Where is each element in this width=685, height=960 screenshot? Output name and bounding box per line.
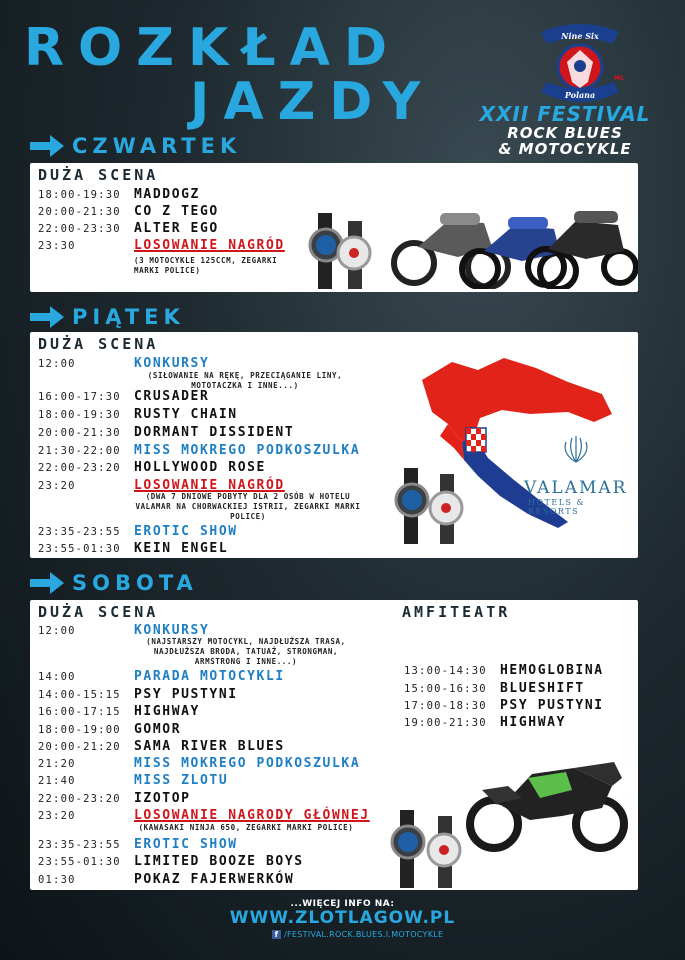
row-name: PARADA MOTOCYKLI [134, 669, 285, 684]
schedule-row [38, 237, 285, 254]
row-time: 21:20 [38, 757, 76, 770]
row-time: 16:00-17:15 [38, 705, 121, 718]
row-time: 20:00-21:20 [38, 740, 121, 753]
panel-friday [30, 332, 638, 558]
row-name: EROTIC SHOW [134, 524, 238, 539]
row-name: SAMA RIVER BLUES [134, 739, 285, 754]
schedule-row [38, 668, 285, 685]
row-name: EROTIC SHOW [134, 837, 238, 852]
row-time: 18:00-19:00 [38, 723, 121, 736]
festival-line-2: ROCK BLUES [507, 124, 623, 142]
amfiteatr-heading: AMFITEATR [402, 603, 511, 621]
panel-thursday [30, 163, 638, 292]
valamar-subtitle: HOTELS & RESORTS [528, 498, 586, 516]
watches-image [308, 213, 374, 289]
row-time: 18:00-19:30 [38, 188, 121, 201]
schedule-row [38, 523, 238, 540]
row-time: 23:35-23:55 [38, 838, 121, 851]
row-name: HOLLYWOOD ROSE [134, 460, 266, 475]
schedule-row [38, 871, 294, 888]
schedule-row [38, 424, 294, 441]
amfiteatr-row [404, 697, 604, 714]
row-time: 14:00 [38, 670, 76, 683]
row-name: ALTER EGO [134, 221, 219, 236]
prize-note: (3 MOTOCYKLE 125CCM, ZEGARKI MARKI POLICE) [134, 256, 278, 275]
row-name: RUSTY CHAIN [134, 407, 238, 422]
title-line-1: ROZKŁAD [24, 18, 402, 78]
row-time: 18:00-19:30 [38, 408, 121, 421]
row-time: 23:35-23:55 [38, 525, 121, 538]
row-name: POKAZ FAJERWERKÓW [134, 872, 295, 887]
arrow-right-icon [30, 135, 64, 157]
schedule-row [38, 355, 209, 372]
row-name: MISS ZLOTU [134, 773, 229, 788]
festival-line-3: & MOTOCYKLE [498, 140, 632, 158]
row-time: 22:00-23:20 [38, 792, 121, 805]
amfiteatr-row [404, 680, 585, 697]
row-time: 23:55-01:30 [38, 542, 121, 555]
row-name: HIGHWAY [500, 715, 566, 730]
arrow-right-icon [30, 306, 64, 328]
day-label: CZWARTEK [72, 134, 242, 158]
row-name: IZOTOP [134, 791, 191, 806]
row-time: 22:00-23:20 [38, 461, 121, 474]
watches-image [390, 810, 464, 888]
row-time: 12:00 [38, 357, 76, 370]
row-name: HIGHWAY [134, 704, 200, 719]
row-time: 19:00-21:30 [404, 716, 487, 729]
kawasaki-motorcycle-image [462, 746, 632, 854]
row-time: 23:20 [38, 809, 76, 822]
arrow-right-icon [30, 572, 64, 594]
amfiteatr-row [404, 662, 604, 679]
schedule-row [38, 540, 228, 557]
contest-note: (NAJSTARSZY MOTOCYKL, NAJDŁUŻSZA TRASA, NAJDŁUŻSZA BRODA, TATUAŻ, STRONGMAN, ARMSTRONG I INNE...) [146, 637, 346, 666]
day-header-friday [30, 305, 185, 329]
row-name: LOSOWANIE NAGRÓD [134, 238, 285, 253]
more-info-label: ...WIĘCEJ INFO NA: [290, 899, 395, 909]
row-name: KEIN ENGEL [134, 541, 229, 556]
row-time: 23:20 [38, 479, 76, 492]
schedule-row [38, 772, 228, 789]
row-time: 15:00-16:30 [404, 682, 487, 695]
row-time: 12:00 [38, 624, 76, 637]
row-name: KONKURSY [134, 356, 210, 371]
facebook-link[interactable] [272, 930, 443, 939]
prize-note: (KAWASAKI NINJA 650, ZEGARKI MARKI POLICE) [138, 823, 354, 832]
row-name: CRUSADER [134, 389, 210, 404]
prize-note: (DWA 7 DNIOWE POBYTY DLA 2 OSÓB W HOTELU VALAMAR NA CHORWACKIEJ ISTRII, ZEGARKI MARKI POLICE) [135, 492, 361, 521]
contest-note: (SIŁOWANIE NA RĘKĘ, PRZECIĄGANIE LINY, MOTOTACZKA I INNE...) [147, 371, 343, 390]
row-time: 20:00-21:30 [38, 205, 121, 218]
row-name: MISS MOKREGO PODKOSZULKA [134, 756, 361, 771]
schedule-row [38, 442, 360, 459]
valamar-name: VALAMAR [524, 478, 628, 498]
website-link[interactable]: WWW.ZLOTLAGOW.PL [229, 908, 456, 928]
row-time: 21:30-22:00 [38, 444, 121, 457]
amfiteatr-row [404, 714, 566, 731]
facebook-icon: f [272, 930, 281, 939]
stage-heading: DUŻA SCENA [38, 603, 159, 621]
facebook-url: /FESTIVAL.ROCK.BLUES.I.MOTOCYKLE [284, 930, 444, 939]
day-header-thursday [30, 134, 241, 158]
row-time: 01:30 [38, 873, 76, 886]
schedule-row [38, 807, 370, 824]
schedule-row [38, 721, 181, 738]
row-time: 17:00-18:30 [404, 699, 487, 712]
schedule-row [38, 755, 360, 772]
row-time: 13:00-14:30 [404, 664, 487, 677]
logo-top-text: Nine Six [561, 31, 599, 41]
day-label: SOBOTA [72, 571, 198, 595]
row-time: 23:30 [38, 239, 76, 252]
row-time: 20:00-21:30 [38, 426, 121, 439]
stage-heading: DUŻA SCENA [38, 166, 159, 184]
valamar-logo-icon [558, 436, 594, 464]
row-name: MISS MOKREGO PODKOSZULKA [134, 443, 361, 458]
day-label: PIĄTEK [72, 305, 185, 329]
row-name: CO Z TEGO [134, 204, 219, 219]
schedule-row [38, 703, 200, 720]
logo-mc-text: MC [613, 75, 625, 82]
schedule-row [38, 790, 191, 807]
club-logo [533, 22, 627, 112]
festival-title: XXII FESTIVAL [479, 102, 651, 126]
day-header-saturday [30, 571, 198, 595]
row-name: LOSOWANIE NAGRODY GŁÓWNEJ [134, 808, 370, 823]
row-name: PSY PUSTYNI [134, 687, 238, 702]
row-name: PSY PUSTYNI [500, 698, 604, 713]
schedule-row [38, 836, 238, 853]
schedule-row [38, 459, 266, 476]
row-time: 21:40 [38, 774, 76, 787]
watches-image [394, 468, 466, 544]
schedule-row [38, 186, 200, 203]
row-time: 16:00-17:30 [38, 390, 121, 403]
schedule-row [38, 406, 238, 423]
row-name: LOSOWANIE NAGRÓD [134, 478, 285, 493]
row-name: BLUESHIFT [500, 681, 585, 696]
schedule-row [38, 388, 209, 405]
row-time: 23:55-01:30 [38, 855, 121, 868]
title-line-2: JAZDY [190, 72, 435, 132]
schedule-row [38, 686, 238, 703]
schedule-row [38, 203, 219, 220]
stage-heading: DUŻA SCENA [38, 335, 159, 353]
row-name: MADDOGZ [134, 187, 200, 202]
row-name: DORMANT DISSIDENT [134, 425, 295, 440]
row-name: LIMITED BOOZE BOYS [134, 854, 304, 869]
row-name: GOMOR [134, 722, 182, 737]
panel-saturday [30, 600, 638, 890]
schedule-row [38, 853, 304, 870]
row-name: KONKURSY [134, 623, 210, 638]
row-time: 14:00-15:15 [38, 688, 121, 701]
row-time: 22:00-23:30 [38, 222, 121, 235]
schedule-row [38, 738, 285, 755]
motorcycles-image [388, 177, 638, 289]
row-name: HEMOGLOBINA [500, 663, 604, 678]
logo-bottom-text: Polana [564, 90, 596, 100]
schedule-row [38, 220, 219, 237]
